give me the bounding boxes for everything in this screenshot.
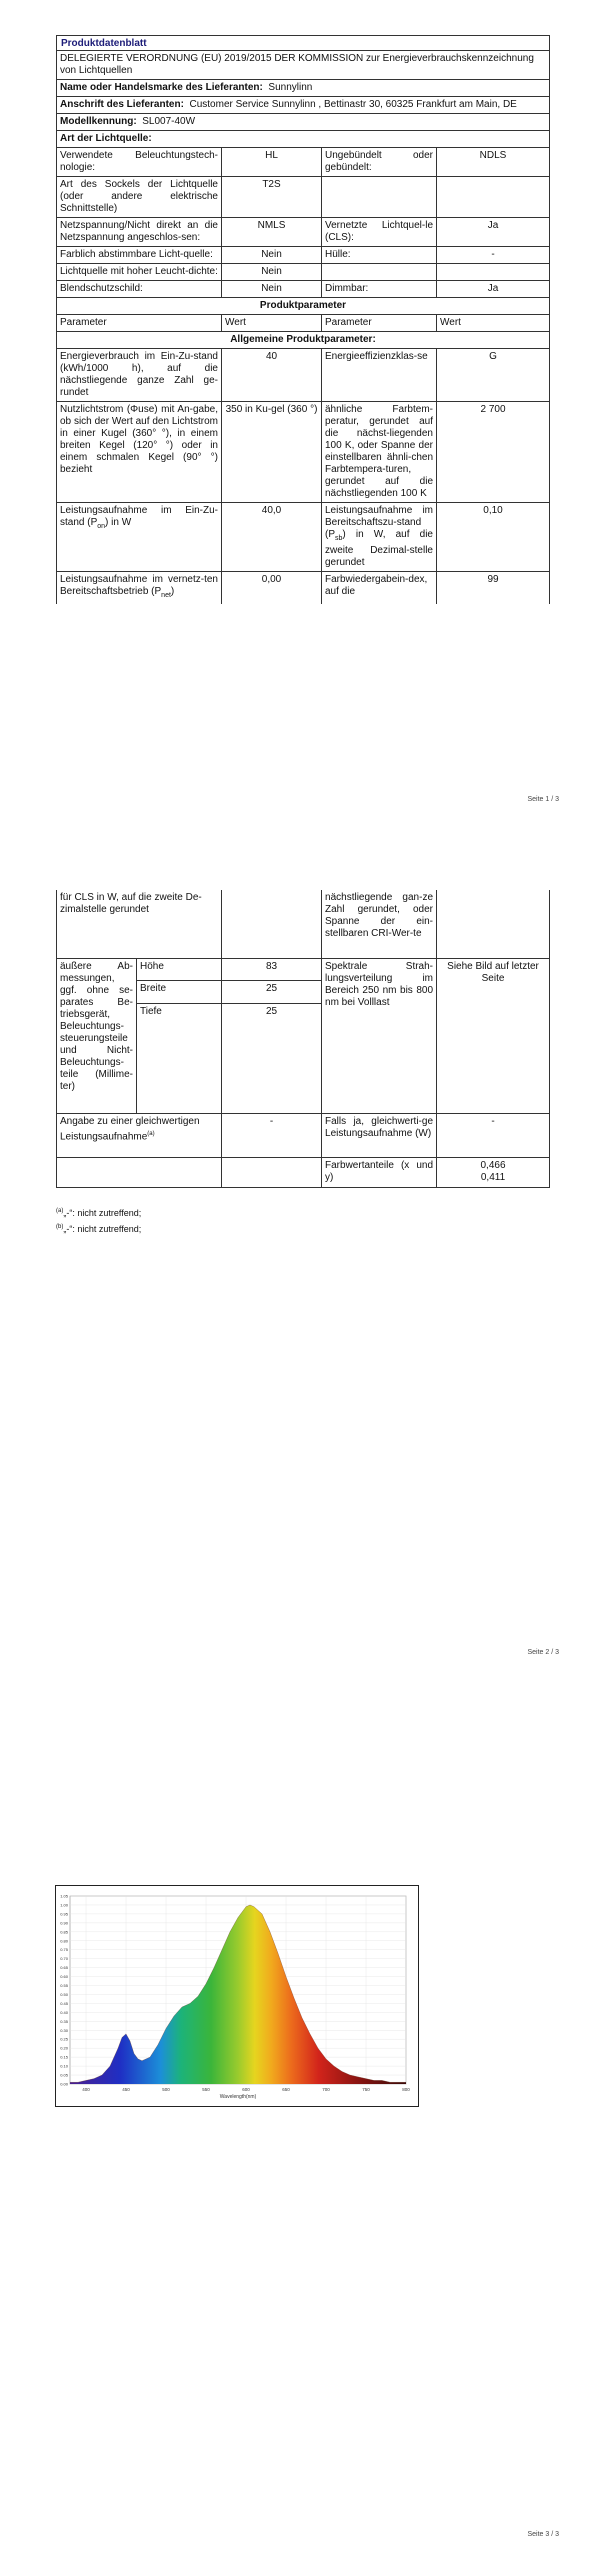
param-value [437, 890, 550, 958]
empty-cell [57, 1157, 222, 1187]
row-label: Netzspannung/Nicht direkt an die Netzspannung angeschlos-sen: [57, 218, 222, 247]
footnotes [56, 1204, 141, 1236]
y-tick-label: 0.60 [60, 1974, 68, 1980]
spectral-distribution-label: Spektrale Strah-lungsverteilung im Bereich 250 nm bis 800 nm bei Volllast [322, 958, 437, 1113]
param-label: Nutzlichtstrom (Φuse) mit An-gabe, ob sich der Wert auf den Lichtstrom in einer Kugel (360° °), in einem breiten Kegel (120° °) oder in einem schmalen Kegel (90° °) bezieht [57, 402, 222, 503]
supplier-name-row [57, 80, 550, 97]
param-value: G [437, 349, 550, 402]
param-label: Energieeffizienzklas-se [322, 349, 437, 402]
x-tick-label: 700 [322, 2087, 330, 2092]
regulation-text: DELEGIERTE VERORDNUNG (EU) 2019/2015 DER KOMMISSION zur Energieverbrauchskennzeichnung von Lichtquellen [57, 51, 550, 80]
datasheet-page-2 [56, 890, 549, 1188]
y-tick-label: 0.40 [60, 2009, 68, 2015]
param-value: 40,0 [222, 503, 322, 572]
table-row [57, 503, 550, 572]
row-value: NMLS [222, 218, 322, 247]
y-tick-label: 0.35 [60, 2018, 68, 2024]
y-tick-label: 0.80 [60, 1938, 68, 1944]
row-label: Art des Sockels der Lichtquelle (oder andere elektrische Schnittstelle) [57, 177, 222, 218]
datasheet-page-1 [56, 35, 549, 604]
page-number: Seite 2 / 3 [527, 1649, 559, 1656]
param-value: 350 in Ku-gel (360 °) [222, 402, 322, 503]
row-value: Nein [222, 264, 322, 281]
dimension-value: 25 [222, 981, 322, 1004]
empty-cell [222, 1157, 322, 1187]
x-axis-label: Wavelength(nm) [219, 2094, 257, 2100]
column-header-parameter: Parameter [57, 315, 222, 332]
param-label: Leistungsaufnahme im Bereitschaftszu-stand $(P_{sb})$ in W, auf die zweite Dezimal-stelle gerundet [322, 503, 437, 572]
x-tick-label: 600 [242, 2087, 250, 2092]
supplier-address-label: Anschrift des Lieferanten: [60, 99, 184, 110]
row-value: T2S [222, 177, 322, 218]
row-label: Hülle: [322, 247, 437, 264]
page-number: Seite 3 / 3 [527, 2531, 559, 2538]
y-tick-label: 0.85 [60, 1929, 68, 1935]
y-tick-label: 0.05 [60, 2072, 68, 2078]
y-axis-ticks [60, 1894, 69, 2087]
table-header-row [57, 315, 550, 332]
dimension-name: Tiefe [137, 1003, 222, 1113]
general-params-heading: Allgemeine Produktparameter: [57, 332, 550, 349]
page-1 [0, 0, 603, 815]
footnote-a [56, 1204, 141, 1220]
table-row [57, 177, 550, 218]
row-value: NDLS [437, 148, 550, 177]
row-value: - [437, 247, 550, 264]
row-value: Ja [437, 281, 550, 298]
equivalent-power-yes-label: Falls ja, gleichwerti-ge Leistungsaufnahme (W) [322, 1113, 437, 1157]
footnote-a-text: „-“: nicht zutreffend; [63, 1208, 142, 1218]
chromaticity-y: 0,411 [480, 1171, 506, 1183]
y-tick-label: 0.50 [60, 1991, 68, 1997]
footnote-b-text: „-“: nicht zutreffend; [63, 1224, 142, 1234]
footnote-b-mark: (b) [56, 1224, 64, 1230]
y-tick-label: 0.55 [60, 1983, 68, 1989]
row-label: Ungebündelt oder gebündelt: [322, 148, 437, 177]
y-tick-label: 0.45 [60, 2000, 68, 2006]
row-value [437, 177, 550, 218]
column-header-parameter: Parameter [322, 315, 437, 332]
model-value: SL007-40W [142, 116, 196, 127]
row-label [322, 264, 437, 281]
param-label: ähnliche Farbtem-peratur, gerundet auf die nächst-liegenden 100 K, oder Spanne der einstellbaren ähnli-chen Farbtempera-turen, gerundet auf die nächstliegenden 100 K [322, 402, 437, 503]
equivalent-power-text: Angabe zu einer gleichwertigen Leistungsaufnahme [60, 1115, 200, 1142]
x-tick-label: 500 [162, 2087, 170, 2092]
table-row [57, 349, 550, 402]
x-tick-label: 650 [282, 2087, 290, 2092]
row-value: Ja [437, 218, 550, 247]
row-label: Farblich abstimmbare Licht-quelle: [57, 247, 222, 264]
supplier-name-value: Sunnylinn [268, 82, 313, 93]
y-tick-label: 0.70 [60, 1956, 68, 1962]
param-label: Leistungsaufnahme im Ein-Zu-stand $(P_{on})$ in W [57, 503, 222, 572]
footnote-b [56, 1220, 141, 1236]
y-tick-label: 1.05 [60, 1893, 68, 1899]
footnote-ref: (a) [147, 1130, 155, 1137]
row-label: Verwendete Beleuchtungstech-nologie: [57, 148, 222, 177]
sheet-title: Produktdatenblatt [57, 36, 550, 51]
param-label: Energieverbrauch im Ein-Zu-stand (kWh/1000 h), auf die nächstliegende ganze Zahl ge-rundet [57, 349, 222, 402]
equivalent-power-label [57, 1113, 222, 1157]
page-number: Seite 1 / 3 [527, 796, 559, 803]
row-value: Nein [222, 247, 322, 264]
table-row [57, 958, 550, 981]
table-row [57, 264, 550, 281]
param-value: 99 [437, 572, 550, 605]
y-tick-label: 0.75 [60, 1947, 68, 1953]
row-label: Blendschutzschild: [57, 281, 222, 298]
y-tick-label: 0.20 [60, 2045, 68, 2051]
x-tick-label: 400 [82, 2087, 90, 2092]
row-label: Lichtquelle mit hoher Leucht-dichte: [57, 264, 222, 281]
page-2 [0, 862, 603, 1672]
row-value [437, 264, 550, 281]
x-tick-label: 450 [122, 2087, 130, 2092]
y-tick-label: 0.90 [60, 1920, 68, 1926]
y-tick-label: 0.10 [60, 2063, 68, 2069]
param-label: Farbwiedergabein-dex, auf die [322, 572, 437, 605]
datasheet-table [56, 35, 550, 604]
column-header-value: Wert [437, 315, 550, 332]
datasheet-table-continued [56, 890, 550, 1188]
y-tick-label: 1.00 [60, 1902, 68, 1908]
spectral-distribution-chart [55, 1885, 419, 2107]
chromaticity-label: Farbwertanteile (x und y) [322, 1157, 437, 1187]
table-row [57, 218, 550, 247]
table-row [57, 1157, 550, 1187]
spectral-distribution-value: Siehe Bild auf letzter Seite [437, 958, 550, 1113]
param-value: 2 700 [437, 402, 550, 503]
row-label: Vernetzte Lichtquel-le (CLS): [322, 218, 437, 247]
row-label [322, 177, 437, 218]
row-value: Nein [222, 281, 322, 298]
y-tick-label: 0.25 [60, 2036, 68, 2042]
table-row [57, 890, 550, 958]
dimension-value: 83 [222, 958, 322, 981]
footnote-a-mark: (a) [56, 1208, 64, 1214]
x-tick-label: 550 [202, 2087, 210, 2092]
y-tick-label: 0.95 [60, 1911, 68, 1917]
dimension-value: 25 [222, 1003, 322, 1113]
table-row [57, 148, 550, 177]
param-value: 0,10 [437, 503, 550, 572]
table-row [57, 281, 550, 298]
equivalent-power-yes-value: - [437, 1113, 550, 1157]
spectrum-svg [56, 1886, 418, 2106]
table-row [57, 402, 550, 503]
param-label: nächstliegende gan-ze Zahl gerundet, oder Spanne der ein-stellbaren CRI-Wer-te [322, 890, 437, 958]
dimensions-label: äußere Ab-messungen, ggf. ohne se-parates Be-triebsgerät, Beleuchtungs-steuerungsteile und Nicht-Beleuchtungs-teile (Millime-ter) [57, 958, 137, 1113]
table-row [57, 1113, 550, 1157]
chromaticity-values [437, 1157, 550, 1187]
param-label: Leistungsaufnahme im vernetz-ten Bereitschaftsbetrieb $(P_{net})$ [57, 572, 222, 605]
dimension-name: Breite [137, 981, 222, 1004]
x-axis-ticks [82, 2087, 410, 2092]
param-value [222, 890, 322, 958]
table-row [57, 247, 550, 264]
y-tick-label: 0.00 [60, 2081, 68, 2087]
supplier-address-value: Customer Service Sunnylinn , Bettinastr 30, 60325 Frankfurt am Main, DE [189, 99, 517, 110]
chromaticity-x: 0,466 [480, 1159, 506, 1171]
x-tick-label: 800 [402, 2087, 410, 2092]
param-value: 0,00 [222, 572, 322, 605]
column-header-value: Wert [222, 315, 322, 332]
supplier-address-row [57, 97, 550, 114]
supplier-name-label: Name oder Handelsmarke des Lieferanten: [60, 82, 263, 93]
light-source-type-heading: Art der Lichtquelle: [57, 131, 550, 148]
y-tick-label: 0.30 [60, 2027, 68, 2033]
param-value: 40 [222, 349, 322, 402]
table-row [57, 572, 550, 605]
dimension-name: Höhe [137, 958, 222, 981]
y-tick-label: 0.65 [60, 1965, 68, 1971]
y-tick-label: 0.15 [60, 2054, 68, 2060]
product-params-heading: Produktparameter [57, 298, 550, 315]
param-label: für CLS in W, auf die zweite De-zimalstelle gerundet [57, 890, 222, 958]
x-tick-label: 750 [362, 2087, 370, 2092]
model-row [57, 114, 550, 131]
model-label: Modellkennung: [60, 116, 137, 127]
equivalent-power-value: - [222, 1113, 322, 1157]
row-label: Dimmbar: [322, 281, 437, 298]
page-3 [0, 1725, 603, 2560]
row-value: HL [222, 148, 322, 177]
